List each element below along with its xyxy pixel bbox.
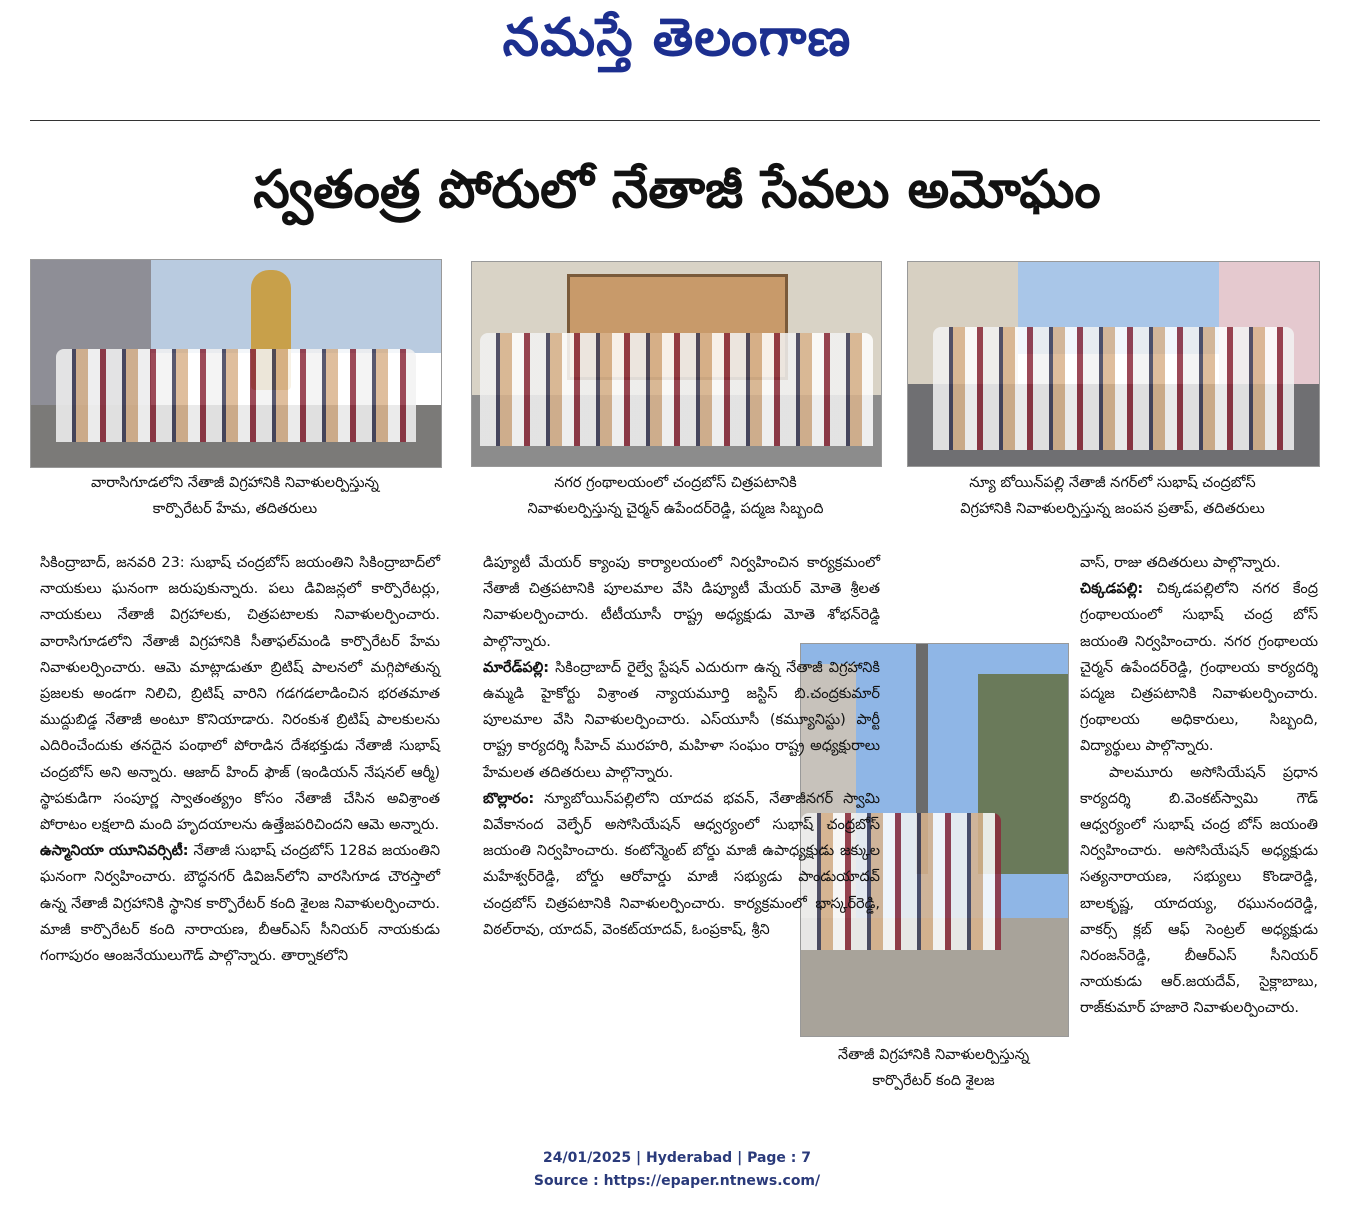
caption-line: కార్పొరేటర్ కంది శైలజ [872,1073,995,1089]
photo-new-boinpally [907,261,1320,467]
caption-line: విగ్రహానికి నివాళులర్పిస్తున్న జంపన ప్రతాప్, తదితరులు [960,501,1265,517]
article-paragraph: నేతాజీ సుభాష్ చంద్రబోస్ 128వ జయంతిని ఘనంగా నిర్వహించారు. బౌద్ధనగర్ డివిజన్‌లోని వారసిగూడ చౌరస్తాలో ఉన్న నేతాజీ విగ్రహానికి స్థానిక కార్పొరేటర్ కంది శైలజ నివాళులర్పించారు. మాజీ కార్పొరేటర్ కంది నారాయణ, బీఆర్ఎస్ సీనియర్ నాయకుడు గంగాపురం ఆంజనేయులుగౌడ్ పాల్గొన్నారు. తార్నాకలోని [40,843,440,965]
caption-line: కార్పొరేటర్ హేమ, తదితరులు [152,501,318,517]
newspaper-masthead: నమస్తే తెలంగాణ [502,8,852,68]
photo-caption-2 [471,470,880,522]
subheading: చిక్కడపల్లి: [1080,581,1144,598]
photo-caption-4 [800,1042,1067,1094]
photo-city-library [471,261,882,467]
subheading: బొల్లారం: [483,790,535,807]
article-paragraph: వాస్, రాజు తదితరులు పాల్గొన్నారు. [1080,555,1281,571]
caption-line: నివాళులర్పిస్తున్న చైర్మన్ ఉపేందర్‌రెడ్డి, పద్మజ సిబ్బంది [527,501,824,517]
article-paragraph: పాలమూరు అసోసియేషన్ ప్రధాన కార్యదర్శి బి.వెంకట్‌స్వామి గౌడ్ ఆధ్వర్యంలో సుభాష్ చంద్ర బోస్ జయంతి నిర్వహించారు. అసోసియేషన్ అధ్యక్షుడు సత్యనారాయణ, సభ్యులు కొండారెడ్డి, బాలకృష్ణ, యాదయ్య, రఘునందరెడ్డి, వాకర్స్ క్లబ్ ఆఫ్ సెంట్రల్ అధ్యక్షుడు నిరంజన్‌రెడ్డి, బీఆర్ఎస్ సీనియర్ నాయకుడు ఆర్.జయదేవ్, సైక్లాబాబు, రాజ్‌కుమార్ హజారె నివాళులర్పించారు. [1080,764,1318,1017]
article-paragraph: సికింద్రాబాద్ రైల్వే స్టేషన్ ఎదురుగా ఉన్న నేతాజీ విగ్రహానికి ఉమ్మడి హైకోర్టు విశ్రాంత న్యాయమూర్తి జస్టిస్ బి.చంద్రకుమార్ పూలమాల వేసి నివాళులర్పించారు. ఎస్‌యూసీ (కమ్యూనిస్టు) పార్టీ రాష్ట్ర కార్యదర్శి సీహెచ్ మురహరి, మహిళా సంఘం రాష్ట్ర అధ్యక్షురాలు హేమలత తదితరులు పాల్గొన్నారు. [483,659,880,781]
article-headline: స్వతంత్ర పోరులో నేతాజీ సేవలు అమోఘం [253,160,1101,220]
article-paragraph: డిప్యూటీ మేయర్ క్యాంపు కార్యాలయంలో నిర్వహించిన కార్యక్రమంలో నేతాజీ చిత్రపటానికి పూలమాల వేసి డిప్యూటీ మేయర్ మోతె శ్రీలత నివాళులర్పించారు. టీటీయూసీ రాష్ట్ర అధ్యక్షుడు మోతె శోభన్‌రెడ్డి పాల్గొన్నారు. [483,555,880,650]
article-paragraph: సికింద్రాబాద్, జనవరి 23: సుభాష్ చంద్రబోస్ జయంతిని సికింద్రాబాద్‌లో నాయకులు ఘనంగా జరుపుకున్నారు. పలు డివిజన్లలో కార్పొరేటర్లు, నాయకులు నేతాజీ విగ్రహాలకు, చిత్రపటాలకు నివాళులర్పించారు. వారాసిగూడలోని నేతాజీ విగ్రహానికి సీతాఫల్‌మండి కార్పొరేటర్ హేమ నివాళులర్పించారు. ఆమె మాట్లాడుతూ బ్రిటిష్ పాలనలో మగ్గిపోతున్న ప్రజలకు అండగా నిలిచి, బ్రిటిష్ వారిని గడగడలాడించిన భరతమాత ముద్దుబిడ్డ నేతాజీ అంటూ కొనియాడారు. నిరంకుశ బ్రిటిష్ పాలకులను ఎదిరించేందుకు తనదైన పంథాలో పోరాడిన దేశభక్తుడు నేతాజీ సుభాష్ చంద్రబోస్ అని అన్నారు. ఆజాద్ హింద్ ఫౌజ్ (ఇండియన్ నేషనల్ ఆర్మీ) స్థాపకుడిగా సంపూర్ణ స్వాతంత్య్రం కోసం నేతాజీ చేసిన అవిశ్రాంత పోరాటం లక్షలాది మంది హృదయాలను ఉత్తేజపరిచిందని ఆమె అన్నారు. [40,555,440,834]
subheading: ఉస్మానియా యూనివర్సిటీ: [40,843,189,860]
caption-line: న్యూ బోయిన్‌పల్లి నేతాజీ నగర్‌లో సుభాష్ చంద్రబోస్ [969,475,1256,491]
caption-line: వారాసిగూడలోని నేతాజీ విగ్రహానికి నివాళులర్పిస్తున్న [91,475,379,491]
article-column-2 [483,550,880,943]
subheading: మారేడ్‌పల్లి: [483,659,550,676]
footer-date-edition: 24/01/2025 | Hyderabad | Page : 7 [542,1150,812,1166]
photo-caption-3 [907,470,1318,522]
photo-caption-1 [30,470,440,522]
article-column-1 [40,550,440,969]
masthead-divider [30,120,1320,121]
article-paragraph: చిక్కడపల్లిలోని నగర కేంద్ర గ్రంథాలయంలో సుభాష్ చంద్ర బోస్ జయంతి నిర్వహించారు. నగర గ్రంథాలయ చైర్మన్ ఉపేందర్‌రెడ్డి, గ్రంథాలయ కార్యదర్శి పద్మజ చిత్రపటానికి నివాళులర్పించారు. గ్రంథాలయ అధికారులు, సిబ్బంది, విద్యార్థులు పాల్గొన్నారు. [1080,581,1318,755]
caption-line: నగర గ్రంథాలయంలో చంద్రబోస్ చిత్రపటానికి [554,475,797,491]
article-column-3 [1080,550,1318,1022]
footer-source: Source : https://epaper.ntnews.com/ [533,1173,821,1189]
caption-line: నేతాజీ విగ్రహానికి నివాళులర్పిస్తున్న [837,1047,1030,1063]
photo-varasiguda-statue [30,259,442,468]
article-paragraph: న్యూబోయిన్‌పల్లిలోని యాదవ భవన్, నేతాజీనగర్ స్వామి వివేకానంద వెల్ఫేర్ అసోసియేషన్ ఆధ్వర్యంలో సుభాష్ చంద్రబోస్ జయంతి నిర్వహించారు. కంటోన్మెంట్ బోర్డు మాజీ ఉపాధ్యక్షుడు జక్కుల మహేశ్వర్‌రెడ్డి, బోర్డు ఆరోవార్డు మాజీ సభ్యుడు పాండుయాదవ్ చంద్రబోస్ చిత్రపటానికి నివాళులర్పించారు. కార్యక్రమంలో భాస్కర్‌రెడ్డి, విఠల్‌రావు, యాదవ్, వెంకట్‌యాదవ్, ఓంప్రకాష్, శ్రీని [483,790,880,938]
